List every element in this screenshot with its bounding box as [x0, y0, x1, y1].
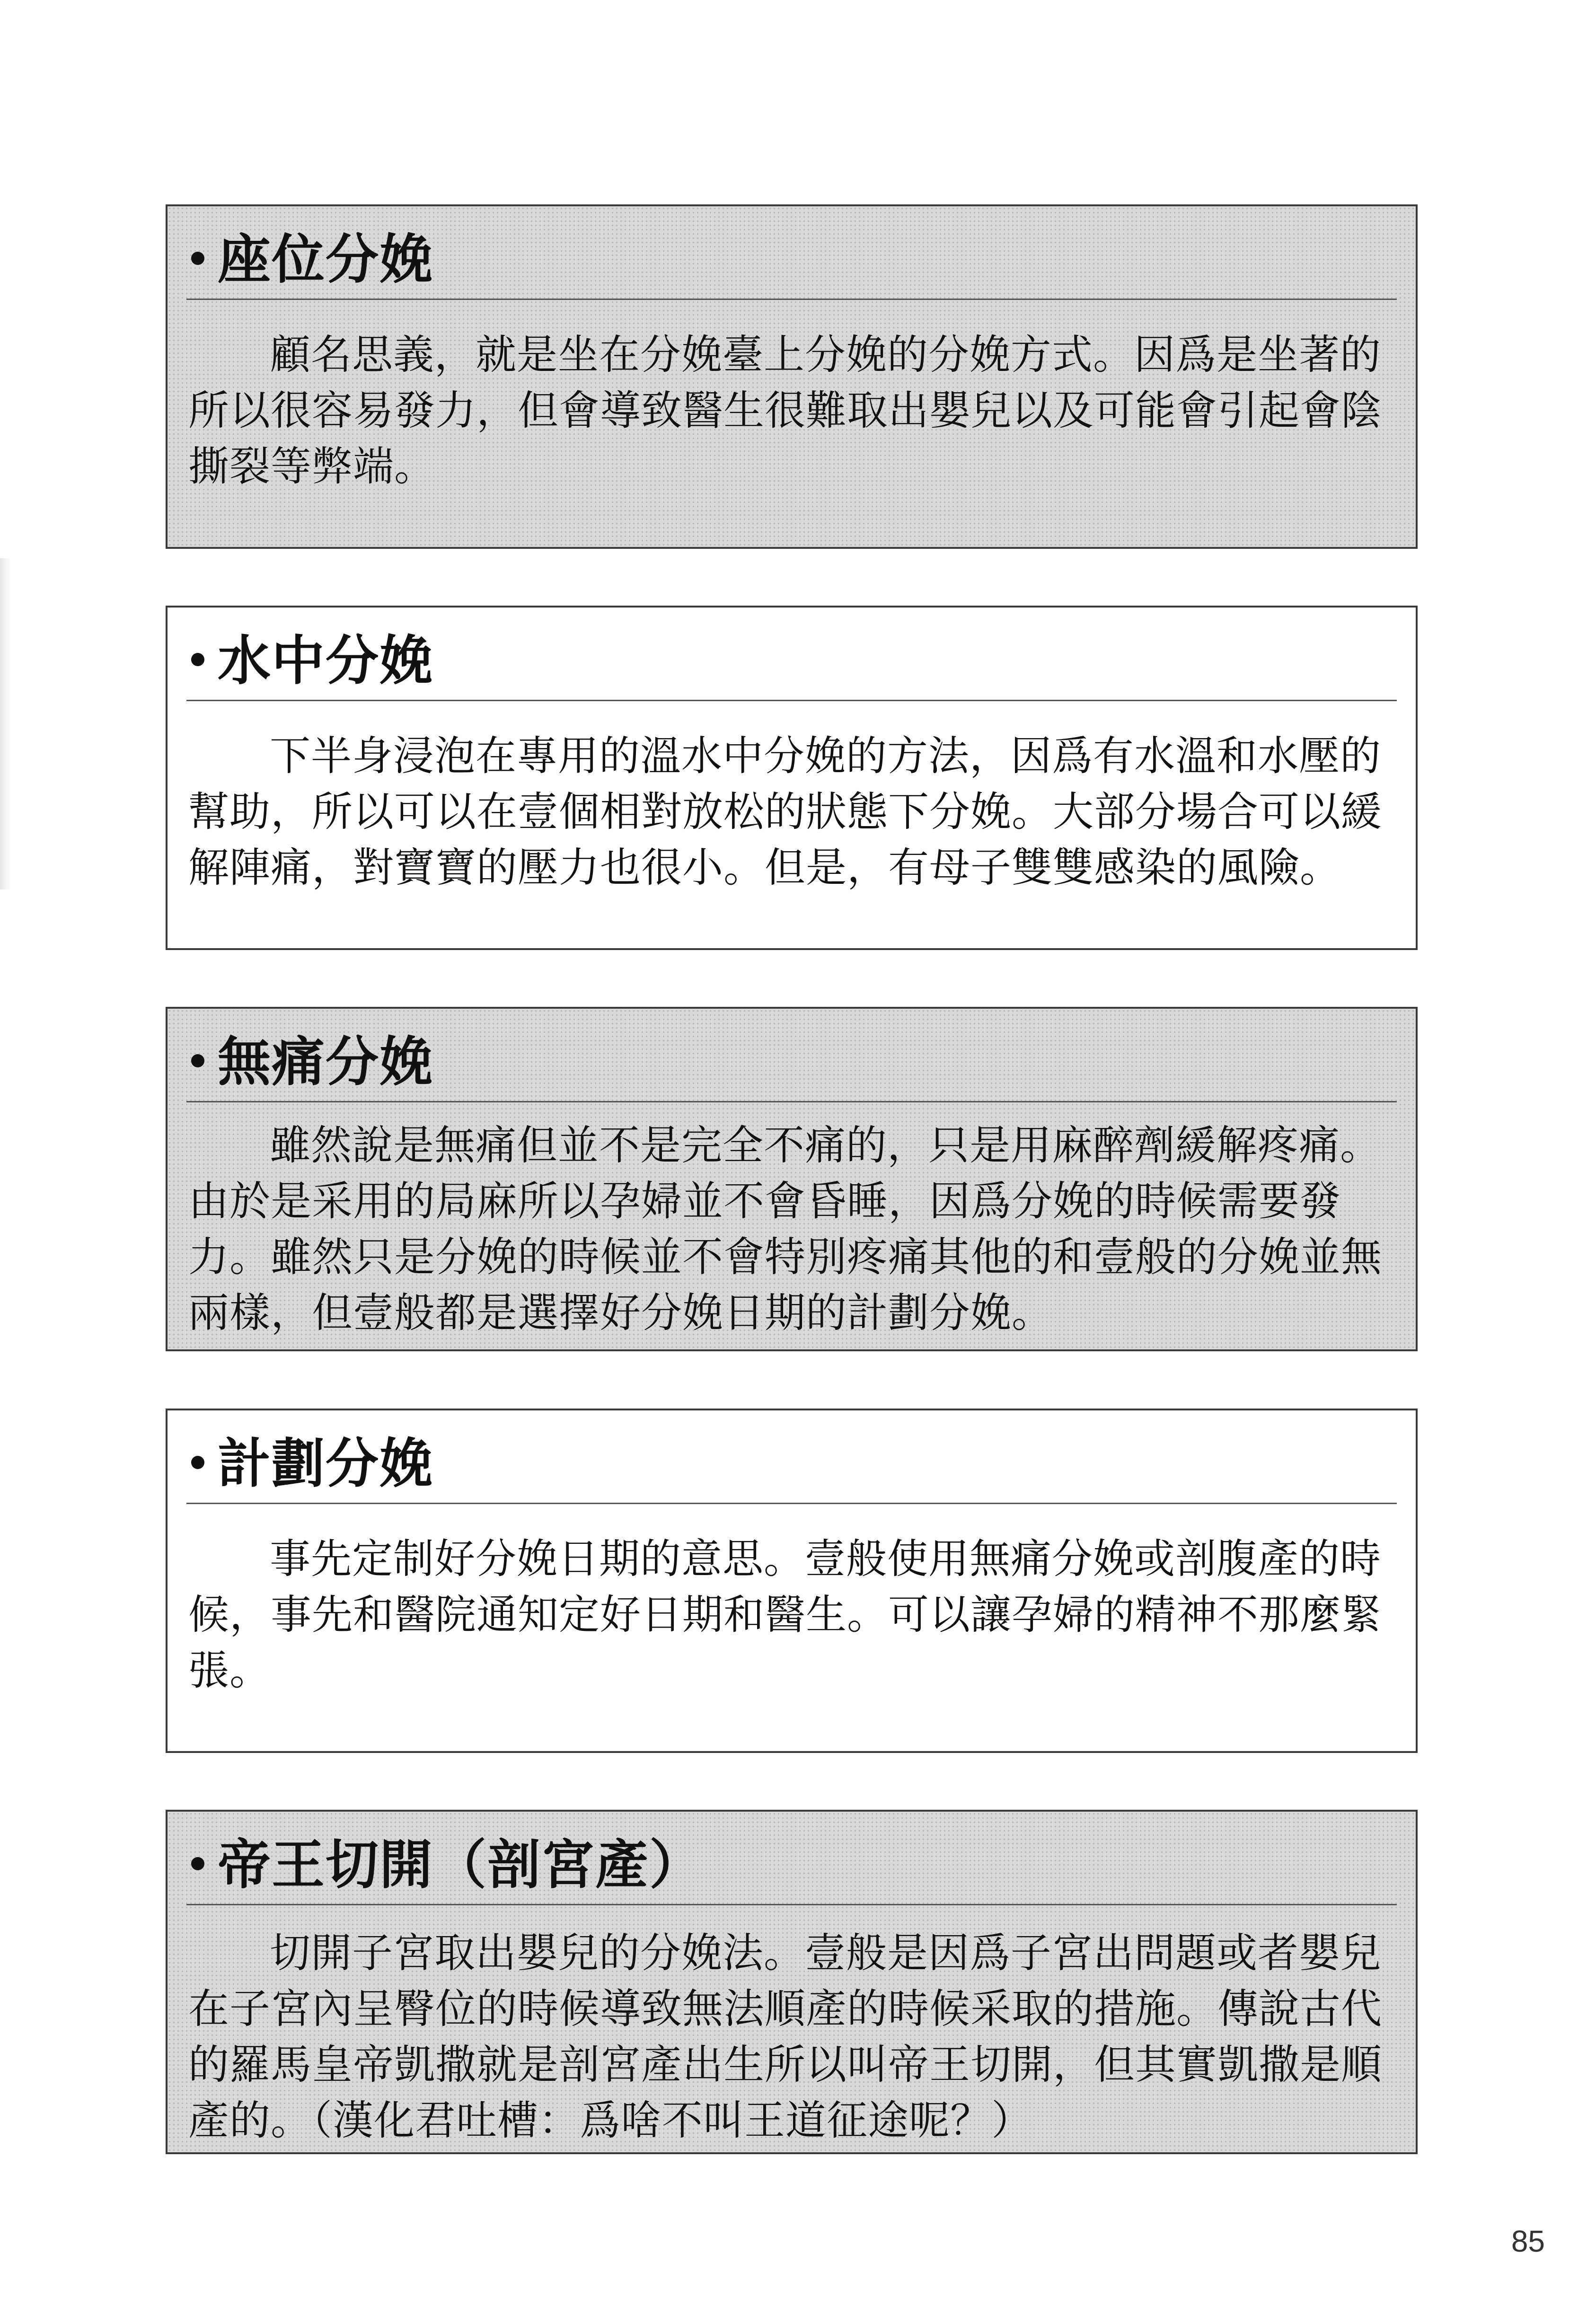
page-number: 85 [1511, 2224, 1545, 2258]
title-divider [186, 299, 1397, 300]
section-title [191, 625, 433, 696]
section-title [191, 1830, 703, 1901]
title-divider [186, 700, 1397, 701]
section-title [191, 224, 433, 295]
section-planned-birth [166, 1409, 1418, 1753]
title-divider [186, 1503, 1397, 1504]
bullet-icon [191, 252, 204, 265]
bullet-icon [191, 1857, 204, 1870]
section-title [191, 1428, 433, 1499]
bullet-icon [191, 1456, 204, 1469]
section-title-text: 水中分娩 [218, 630, 433, 692]
title-divider [186, 1101, 1397, 1102]
section-body: 事先定制好分娩日期的意思。壹般使用無痛分娩或剖腹產的時候，事先和醫院通知定好日期和醫生。可以讓孕婦的精神不那麼緊張。 [188, 1535, 1382, 1694]
section-body: 雖然說是無痛但並不是完全不痛的，只是用麻醉劑緩解疼痛。由於是采用的局麻所以孕婦並不會昏睡，因爲分娩的時候需要發力。雖然只是分娩的時候並不會特別疼痛其他的和壹般的分娩並無兩樣，但壹般都是選擇好分娩日期的計劃分娩。 [188, 1122, 1382, 1337]
section-body: 切開子宮取出嬰兒的分娩法。壹般是因爲子宮出問題或者嬰兒在子宮內呈臀位的時候導致無法順產的時候采取的措施。傳說古代的羅馬皇帝凱撒就是剖宮產出生所以叫帝王切開，但其實凱撒是順產的。（漢化君吐槽：爲啥不叫王道征途呢？） [188, 1929, 1382, 2144]
section-seated-birth [166, 204, 1418, 549]
section-title [191, 1027, 433, 1098]
section-title-text: 計劃分娩 [218, 1433, 433, 1495]
section-title-text: 帝王切開（剖宮產） [218, 1834, 703, 1896]
section-title-text: 座位分娩 [218, 229, 433, 291]
bullet-icon [191, 1054, 204, 1067]
title-divider [186, 1904, 1397, 1905]
section-painless-birth [166, 1007, 1418, 1351]
section-title-text: 無痛分娩 [218, 1031, 433, 1093]
bullet-icon [191, 653, 204, 666]
section-caesarean [166, 1810, 1418, 2154]
scan-edge-shadow [0, 558, 10, 889]
section-water-birth [166, 606, 1418, 950]
section-body: 顧名思義，就是坐在分娩臺上分娩的分娩方式。因爲是坐著的所以很容易發力，但會導致醫生很難取出嬰兒以及可能會引起會陰撕裂等弊端。 [188, 331, 1382, 490]
section-body: 下半身浸泡在專用的溫水中分娩的方法，因爲有水溫和水壓的幫助，所以可以在壹個相對放松的狀態下分娩。大部分場合可以緩解陣痛，對寶寶的壓力也很小。但是，有母子雙雙感染的風險。 [188, 732, 1382, 891]
